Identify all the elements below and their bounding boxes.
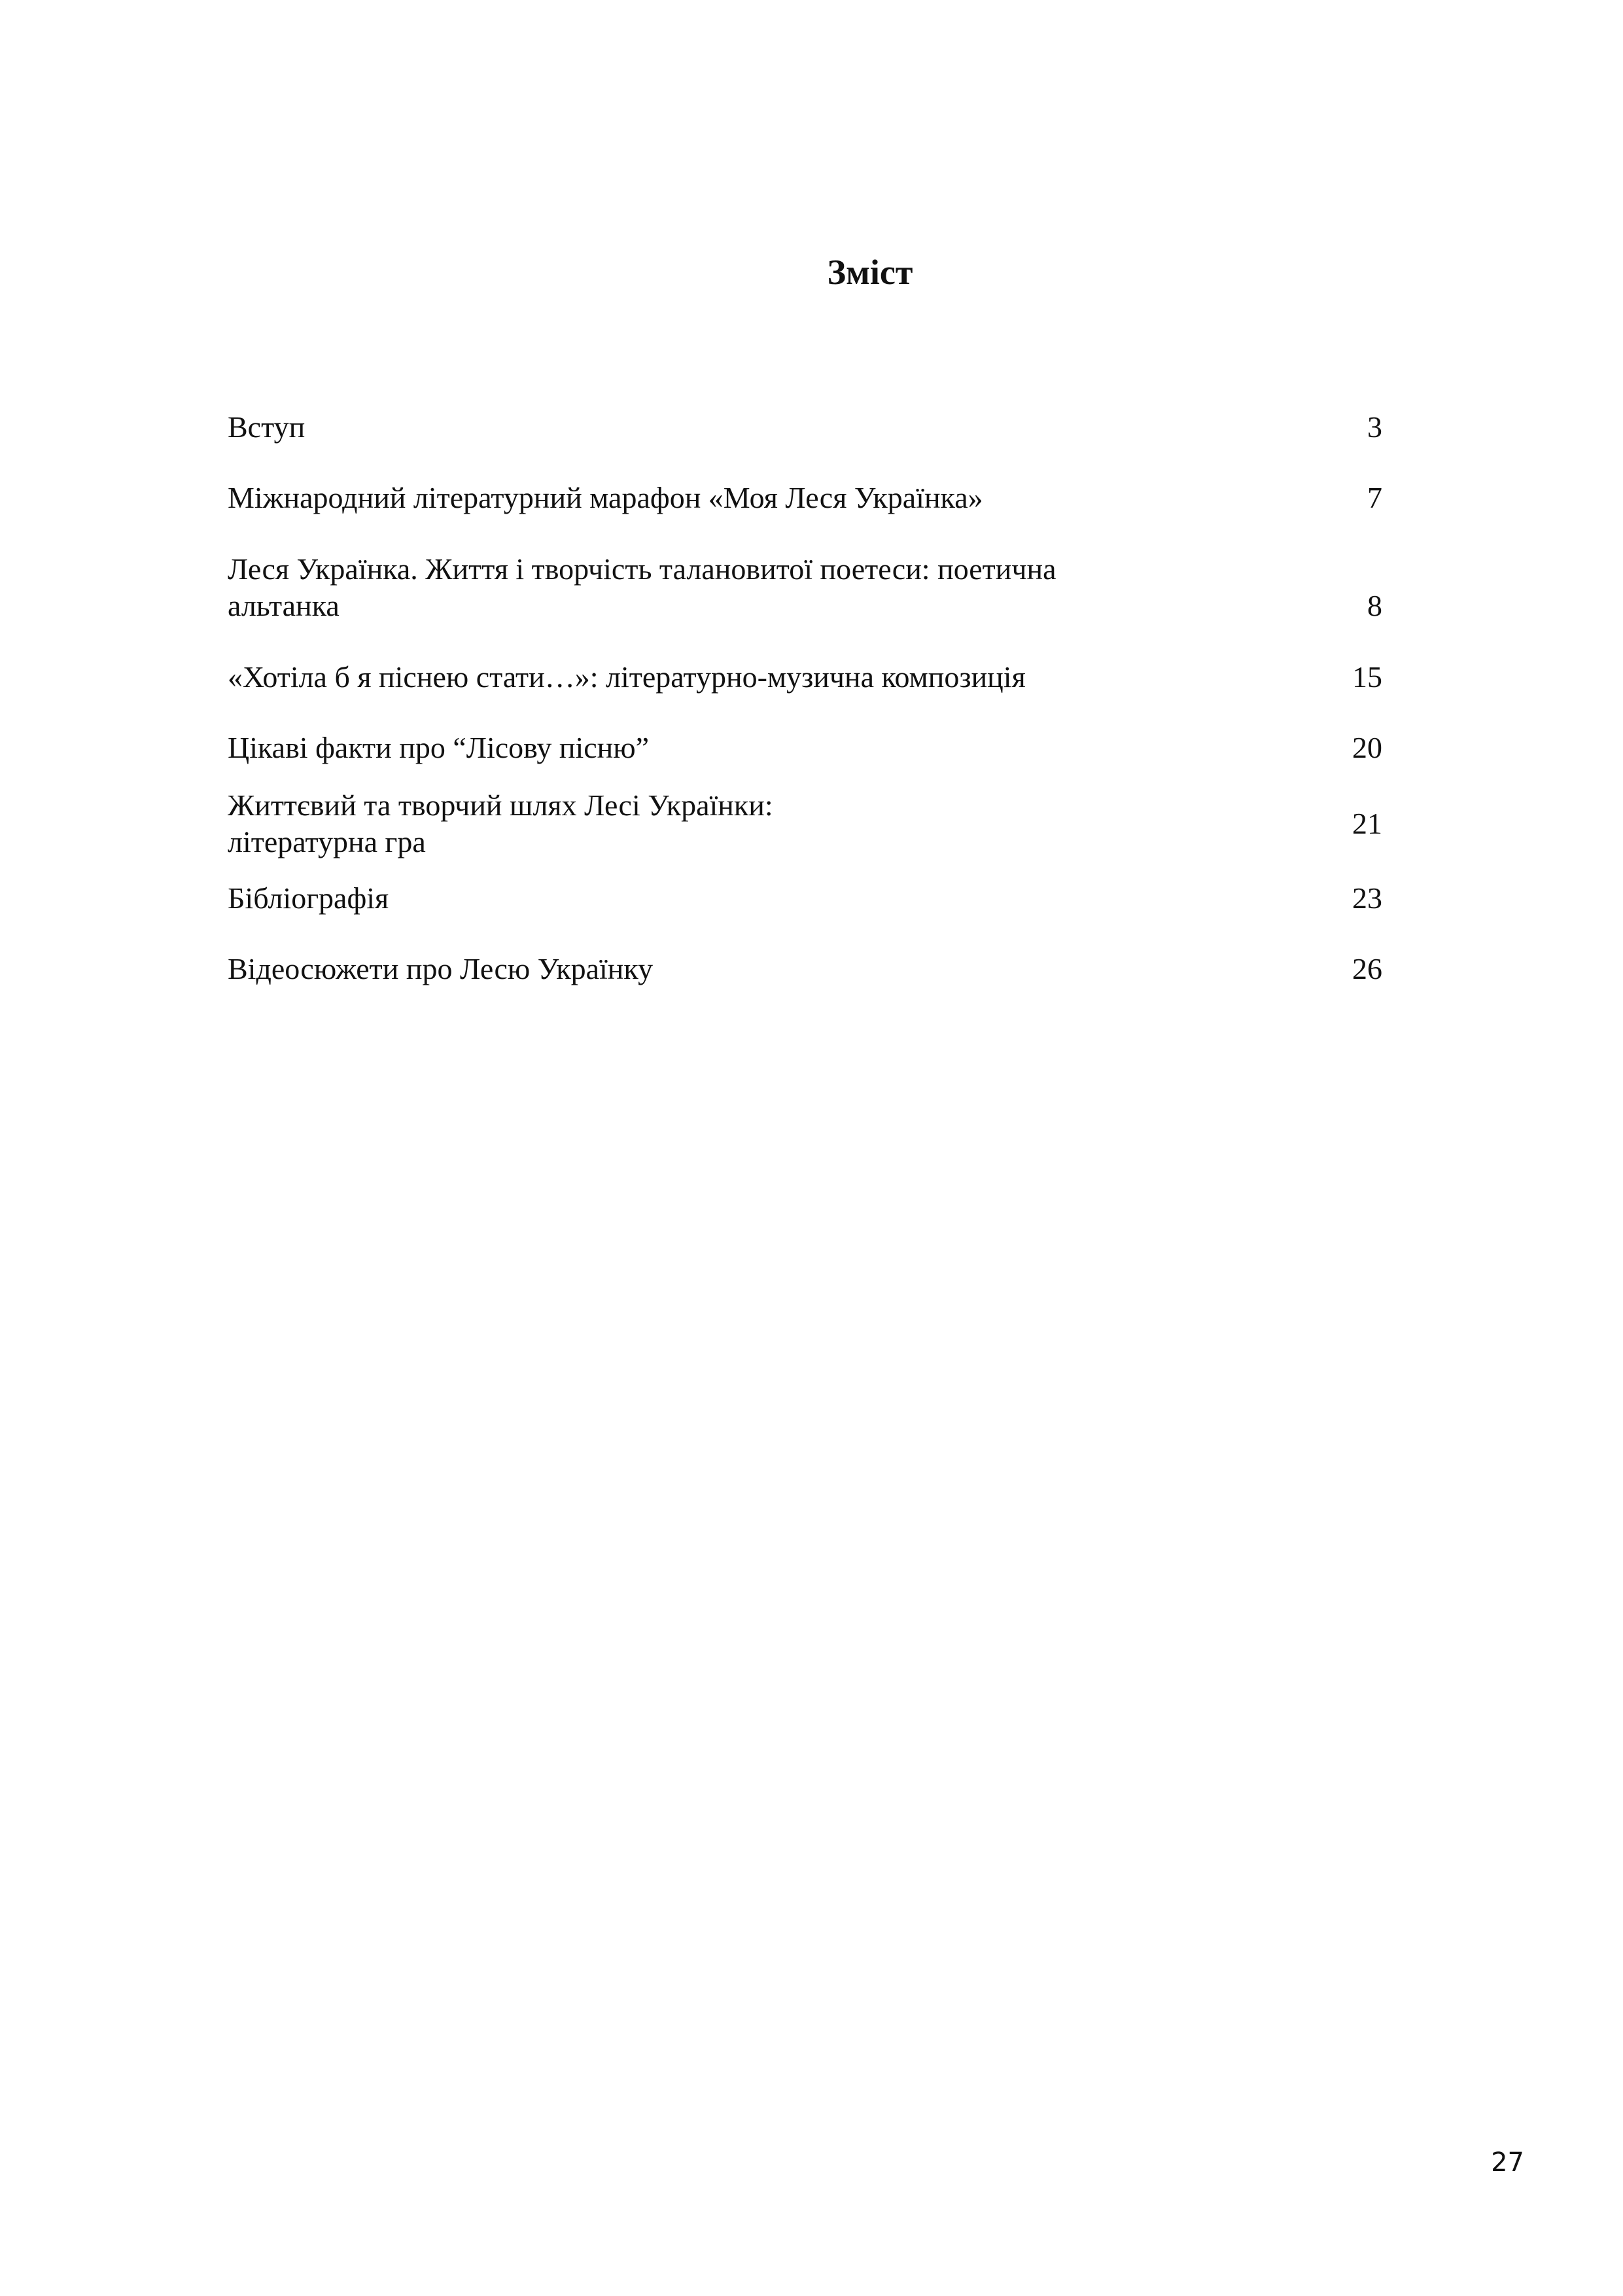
toc-entry-title: Леся Українка. Життя і творчість талановитої поетеси: поетична альтанка — [228, 552, 1056, 622]
toc-entry-title: Життєвий та творчий шлях Лесі Українки: літературна гра — [228, 788, 773, 858]
toc-entry-page: 15 — [1352, 660, 1382, 694]
page-number: 27 — [1491, 2147, 1524, 2178]
toc-entry-title: Цікаві факти про “Лісову пісню” — [228, 731, 650, 764]
toc-entry-title: Бібліографія — [228, 881, 389, 915]
toc-entry — [228, 551, 1382, 627]
toc-entry — [228, 880, 1382, 919]
toc-entry-page: 20 — [1352, 731, 1382, 764]
toc-entry-title: «Хотіла б я піснею стати…»: літературно-музична композиція — [228, 660, 1026, 694]
toc-entry-title: Міжнародний літературний марафон «Моя Леся Українка» — [228, 481, 983, 514]
toc-entry — [228, 409, 1382, 448]
toc-entry-title: Вступ — [228, 410, 305, 444]
toc-entry — [228, 951, 1382, 990]
toc-entry-title: Відеосюжети про Лесю Українку — [228, 952, 654, 985]
toc-entry-page: 26 — [1352, 952, 1382, 985]
toc-entry — [228, 480, 1382, 519]
toc-entry-page: 8 — [1367, 589, 1382, 622]
toc-entry — [228, 787, 1382, 863]
toc-entry-page: 3 — [1367, 410, 1382, 444]
toc-entry — [228, 659, 1382, 698]
toc-entry-page: 23 — [1352, 881, 1382, 915]
toc-entry — [228, 730, 1382, 769]
toc-entry-page: 21 — [1352, 807, 1382, 840]
page-title: Зміст — [827, 253, 913, 292]
toc-entry-page: 7 — [1367, 481, 1382, 514]
